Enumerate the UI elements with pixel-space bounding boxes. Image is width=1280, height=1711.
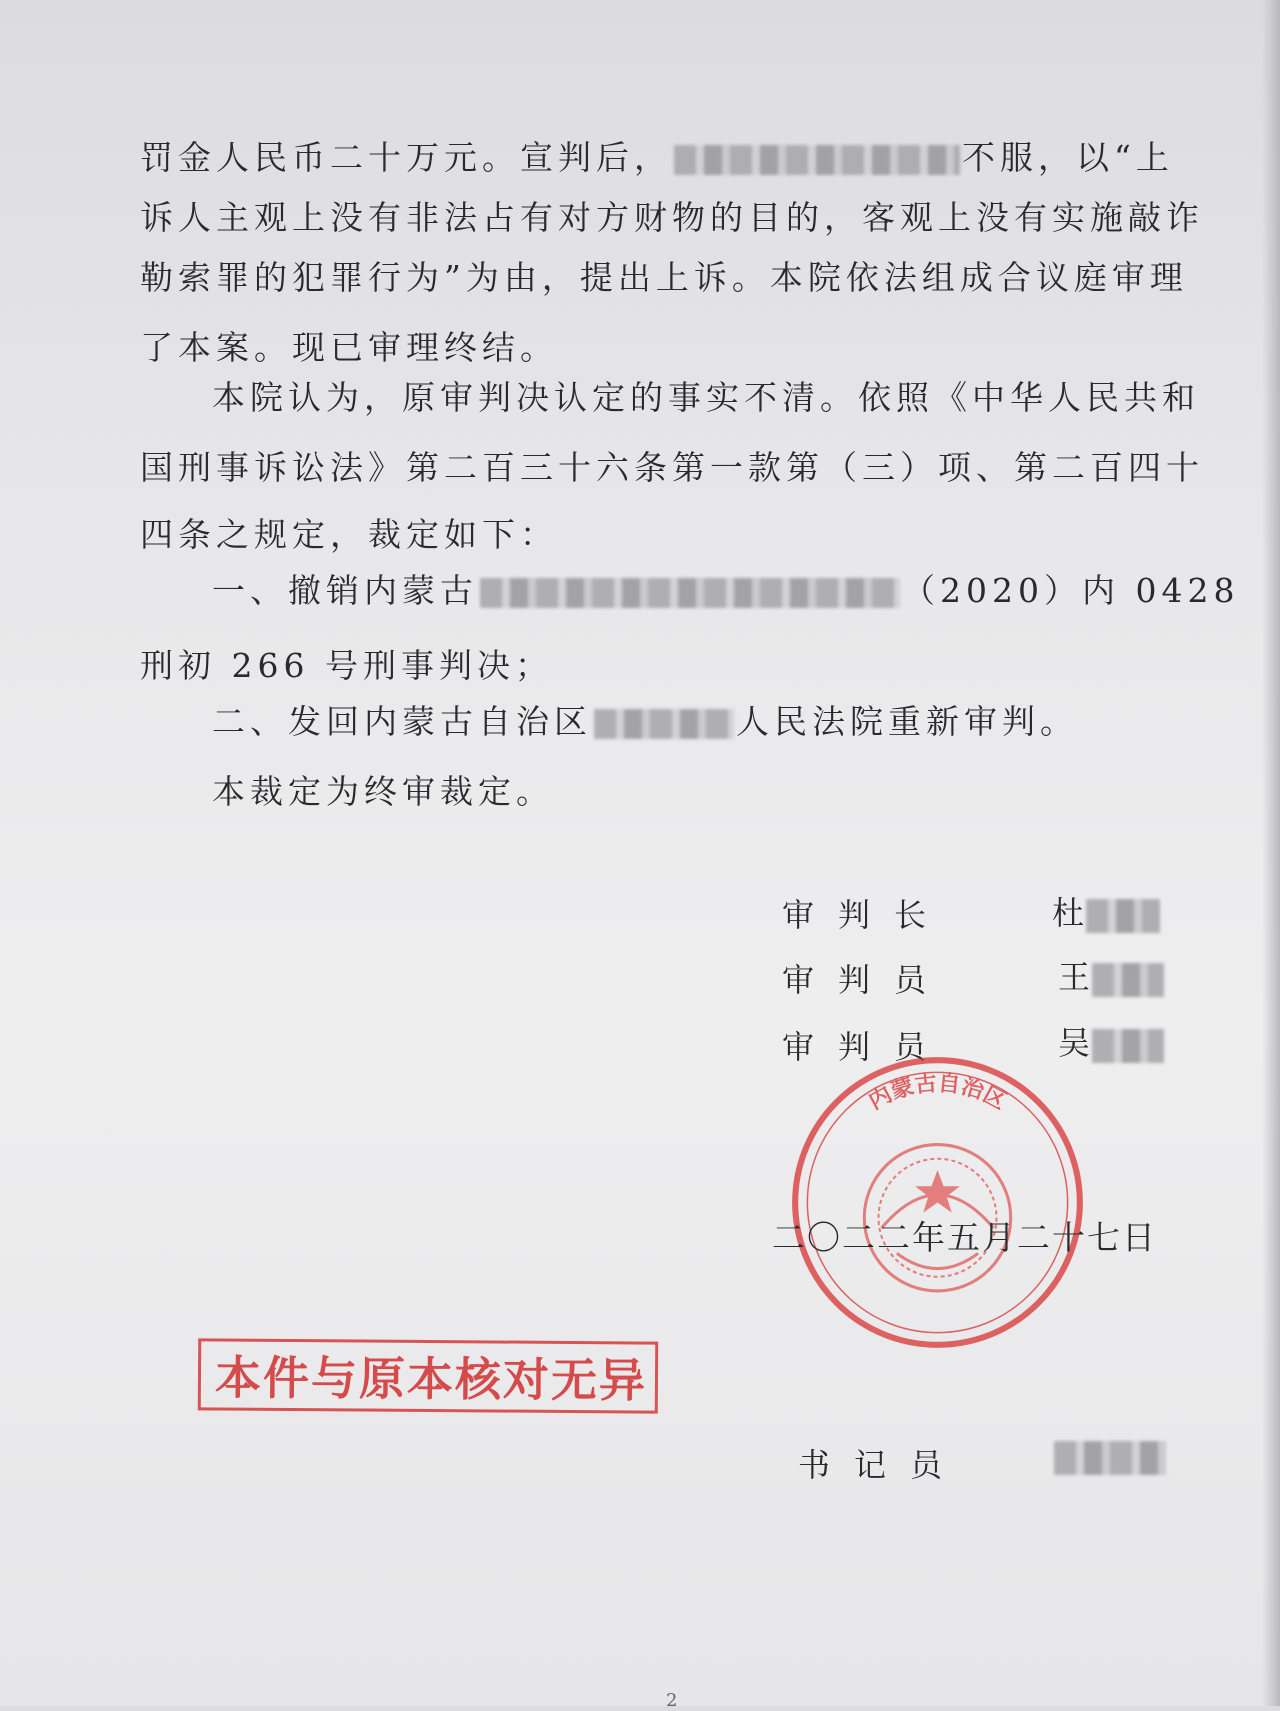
text-segment: 刑初 266 号刑事判决； (140, 646, 553, 685)
text-segment: 勒索罪的犯罪行为”为由，提出上诉。本院依法组成合议庭审理 (140, 258, 1188, 297)
text-segment: 罚金人民币二十万元。宣判后， (140, 138, 672, 177)
clerk-role: 书记员 (798, 1446, 967, 1484)
text-segment: 一、撤销内蒙古 (212, 571, 478, 610)
text-segment: 二、发回内蒙古自治区 (212, 702, 592, 741)
body-line-7 (140, 515, 558, 555)
text-segment: 诉人主观上没有非法占有对方财物的目的，客观上没有实施敲诈 (140, 198, 1204, 237)
body-line-9 (140, 646, 553, 686)
redacted-name (674, 145, 960, 175)
body-line-11 (212, 772, 554, 812)
page-number: 2 (666, 1690, 678, 1711)
body-line-3 (140, 258, 1188, 298)
body-line-6 (140, 448, 1204, 488)
signature-role: 审判长 (782, 896, 951, 934)
signature-name-text: 吴 (1058, 1024, 1091, 1062)
text-segment: 四条之规定，裁定如下： (140, 515, 558, 554)
body-line-5 (212, 378, 1200, 418)
text-segment: （2020）内 0428 (902, 571, 1240, 610)
text-segment: 人民法院重新审判。 (736, 702, 1078, 741)
body-line-8 (212, 571, 1239, 611)
text-segment: 本裁定为终审裁定。 (212, 772, 554, 811)
svg-text:内蒙古自治区 (864, 1070, 1010, 1115)
body-line-2 (140, 198, 1204, 238)
signature-name-text: 王 (1058, 958, 1091, 996)
page-edge-shadow (1262, 0, 1280, 1706)
redacted-court-name (594, 709, 734, 739)
redacted-name (1054, 1441, 1166, 1475)
clerk-name (1052, 1436, 1168, 1475)
court-seal-icon (785, 1050, 1090, 1355)
signature-name (1058, 952, 1166, 998)
text-segment: 国刑事诉讼法》第二百三十六条第一款第（三）项、第二百四十 (140, 448, 1204, 487)
redacted-name (1092, 1029, 1164, 1063)
ruling-date: 二〇二二年五月二十七日 (772, 1218, 1157, 1257)
certified-copy-stamp: 本件与原本核对无异 (198, 1338, 658, 1413)
signature-name (1052, 888, 1162, 934)
text-segment: 本院认为，原审判决认定的事实不清。依照《中华人民共和 (212, 378, 1200, 417)
signature-role: 审判员 (782, 1028, 951, 1066)
body-line-1 (140, 138, 1174, 178)
signature-role: 审判员 (782, 961, 951, 999)
body-line-10 (212, 702, 1078, 742)
body-line-4 (140, 328, 558, 368)
text-segment: 了本案。现已审理终结。 (140, 328, 558, 367)
seal-text: 内蒙古自治区 (864, 1070, 1011, 1115)
text-segment: 不服，以“上 (962, 138, 1174, 177)
signature-name-text: 杜 (1052, 894, 1085, 932)
redacted-name (1086, 899, 1160, 933)
redacted-name (1092, 963, 1164, 997)
redacted-court-name (480, 578, 900, 608)
